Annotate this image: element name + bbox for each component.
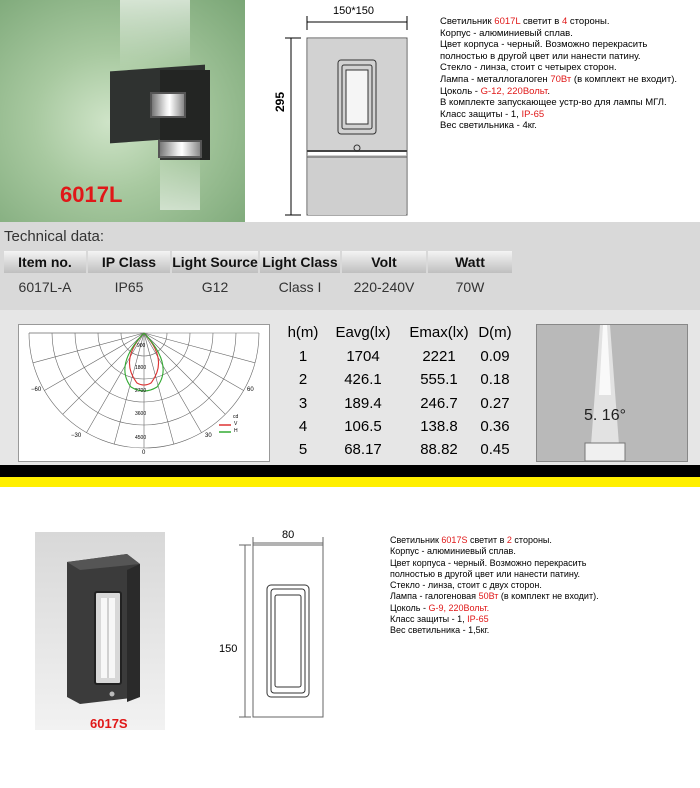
spec-header: Volt [341, 250, 427, 274]
table-cell: 68.17 [344, 441, 382, 458]
table-cell: 88.82 [420, 441, 458, 458]
spec-cell: 70W [455, 279, 485, 295]
table-cell: 189.4 [344, 395, 382, 412]
table-row [285, 441, 530, 463]
column-header: D(m) [478, 324, 512, 341]
table-cell: 0.27 [480, 395, 510, 412]
column-header: Emax(lx) [409, 324, 469, 341]
height-dimension-label: 295 [273, 91, 287, 112]
technical-data-section [0, 222, 700, 310]
dimension-drawing-6017L [245, 0, 435, 222]
polar-ring-label: 3600 [135, 411, 147, 417]
polar-angle-label: 30 [205, 433, 212, 439]
spec-header: Item no. [3, 250, 87, 274]
desc-line: Вес светильника - 1,5кг. [390, 625, 490, 636]
section-title: Technical data: [4, 228, 105, 245]
spec-cell: 220-240V [353, 279, 415, 295]
table-cell: 4 [298, 418, 308, 435]
table-cell: 1 [298, 348, 308, 365]
desc-line: Светильник 6017S светит в 2 стороны. [390, 535, 552, 545]
table-cell: 1704 [346, 348, 380, 365]
table-cell: 0.09 [480, 348, 510, 365]
table-cell: 426.1 [344, 371, 382, 388]
polar-ring-label: 900 [137, 343, 146, 349]
desc-line: Стекло - линза, стоит с двух сторон. [390, 580, 542, 591]
table-header-row [285, 324, 530, 346]
polar-angle-label: −30 [71, 433, 82, 439]
table-row [285, 418, 530, 440]
product-description-6017S [390, 535, 599, 637]
model-label: 6017S [90, 716, 128, 731]
table-cell: 0.45 [480, 441, 510, 458]
column-header: Eavg(lx) [335, 324, 391, 341]
polar-ring-label: 2700 [135, 388, 147, 394]
table-cell: 3 [298, 395, 308, 412]
table-cell: 5 [298, 441, 308, 458]
desc-line: Цвет корпуса - черный. Возможно перекрасить [390, 557, 587, 568]
spec-cell: Class I [278, 279, 322, 295]
spec-cell: 6017L-A [18, 279, 72, 295]
dimension-drawing-6017S [215, 525, 355, 725]
table-row [285, 371, 530, 393]
separator-stripe-black [0, 465, 700, 477]
polar-light-distribution-diagram [18, 324, 270, 462]
legend-label: H [234, 428, 238, 434]
desc-line: Вес светильника - 4кг. [440, 120, 537, 132]
polar-ring-label: 4500 [135, 435, 147, 441]
table-cell: 138.8 [420, 418, 458, 435]
separator-stripe-yellow [0, 477, 700, 487]
polar-angle-label: 60 [247, 387, 254, 393]
column-header: h(m) [287, 324, 319, 341]
desc-line: Цоколь - G-9, 220Вольт. [390, 602, 490, 613]
height-dimension-label: 150 [219, 643, 238, 655]
legend-label: V [234, 421, 238, 427]
spec-cell: IP65 [114, 279, 144, 295]
spec-cell: G12 [201, 279, 229, 295]
legend-unit: cd [233, 414, 239, 420]
product-description-6017L [440, 16, 677, 132]
table-row [285, 395, 530, 417]
desc-line: Корпус - алюминиевый сплав. [440, 27, 573, 39]
desc-line: В комплекте запускающее устр-во для лампы МГЛ. [440, 97, 667, 109]
table-cell: 0.36 [480, 418, 510, 435]
desc-line: Класс защиты - 1, IP-65 [390, 614, 489, 625]
model-label: 6017L [60, 182, 123, 207]
product-photo-6017L [0, 0, 245, 222]
desc-line: полностью в другой цвет или нанести патину. [390, 568, 580, 579]
table-cell: 106.5 [344, 418, 382, 435]
spec-header: Watt [427, 250, 513, 274]
table-cell: 2221 [422, 348, 456, 365]
desc-line: Светильник 6017L светит в 4 стороны. [440, 16, 610, 27]
polar-angle-label: −60 [31, 387, 42, 393]
desc-line: Лампа - галогеновая 50Вт (в комплект не входит). [390, 591, 599, 602]
spec-header: Light Source [171, 250, 259, 274]
spec-header: Light Class [259, 250, 341, 274]
table-row [285, 348, 530, 370]
desc-line: Цвет корпуса - черный. Возможно перекрасить [440, 39, 648, 51]
desc-line: Цоколь - G-12, 220Вольт. [440, 85, 550, 97]
width-dimension-label: 150*150 [333, 5, 374, 17]
desc-line: полностью в другой цвет или нанести патину. [440, 50, 641, 62]
desc-line: Лампа - металлогалоген 70Вт (в комплект не входит). [440, 73, 678, 85]
beam-angle-label: 5. 16° [584, 407, 626, 424]
lamp-lens [150, 92, 186, 118]
table-cell: 555.1 [420, 371, 458, 388]
desc-line: Класс защиты - 1, IP-65 [440, 108, 545, 120]
table-cell: 2 [298, 371, 308, 388]
product-photo-6017S [35, 532, 165, 730]
polar-angle-label: 0 [142, 450, 146, 456]
spec-table [2, 249, 514, 299]
polar-ring-label: 1800 [135, 365, 147, 371]
spec-header: IP Class [87, 250, 171, 274]
table-cell: 246.7 [420, 395, 458, 412]
photometry-section [0, 310, 700, 465]
table-cell: 0.18 [480, 371, 510, 388]
beam-angle-diagram [536, 324, 688, 462]
desc-line: Корпус - алюминиевый сплав. [390, 546, 516, 557]
desc-line: Стекло - линза, стоит с четырех сторон. [440, 62, 617, 74]
width-dimension-label: 80 [282, 529, 295, 541]
